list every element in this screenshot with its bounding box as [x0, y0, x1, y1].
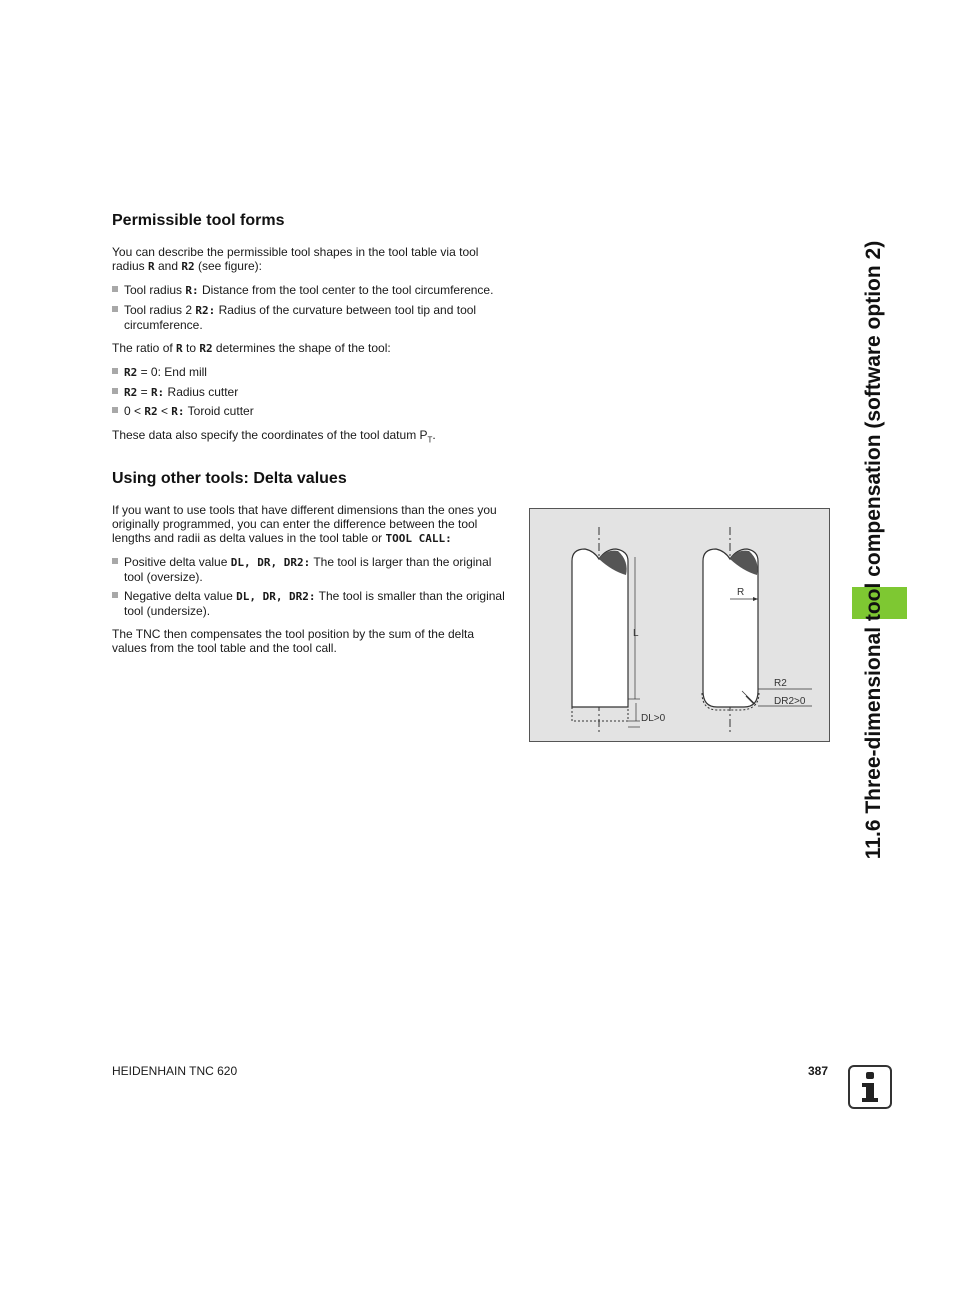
label-DL: DL>0 — [641, 713, 666, 724]
section-heading-delta-values: Using other tools: Delta values — [112, 470, 347, 487]
bullet-positive-delta: Positive delta value DL, DR, DR2: The tool is larger than the original tool (oversize). — [112, 555, 506, 584]
radius-cutter-body — [703, 549, 758, 707]
tool-shape-figure — [529, 508, 830, 742]
footer-product: HEIDENHAIN TNC 620 — [112, 1064, 238, 1078]
label-R2: R2 — [774, 678, 787, 689]
shape-radius-cutter: R2 = R: Radius cutter — [112, 385, 506, 400]
info-icon — [848, 1065, 892, 1109]
section-heading-tool-forms: Permissible tool forms — [112, 212, 285, 229]
delta-intro: If you want to use tools that have different dimensions than the ones you originally programmed, you can enter the difference between the tool lengths and radii as delta values in the tool table or TOOL CALL: — [112, 503, 497, 545]
tool-diagram — [530, 509, 831, 743]
delta-closing: The TNC then compensates the tool position by the sum of the delta values from the tool table and the tool call. — [112, 627, 474, 655]
label-R: R — [737, 587, 745, 598]
label-L: L — [633, 628, 639, 639]
tool-forms-body — [112, 245, 506, 447]
tool-forms-intro: You can describe the permissible tool shapes in the tool table via tool radius R and R2 (see figure): — [112, 245, 479, 273]
side-chapter-title: 11.6 Three-dimensional tool compensation (software option 2) — [862, 240, 885, 860]
info-glyph — [855, 1070, 885, 1104]
shape-end-mill: R2 = 0: End mill — [112, 365, 506, 380]
bullet-tool-radius: Tool radius R: Distance from the tool center to the tool circumference. — [112, 283, 506, 298]
label-DR2: DR2>0 — [774, 696, 806, 707]
bullet-negative-delta: Negative delta value DL, DR, DR2: The tool is smaller than the original tool (undersize). — [112, 589, 506, 618]
delta-values-body — [112, 503, 506, 655]
ratio-text: The ratio of R to R2 determines the shape of the tool: — [112, 341, 391, 355]
shape-toroid-cutter: 0 < R2 < R: Toroid cutter — [112, 404, 506, 419]
page-number: 387 — [808, 1064, 829, 1078]
bullet-tool-radius-2: Tool radius 2 R2: Radius of the curvature between tool tip and tool circumference. — [112, 303, 506, 332]
datum-text: These data also specify the coordinates of the tool datum $P_T$. — [112, 428, 436, 445]
